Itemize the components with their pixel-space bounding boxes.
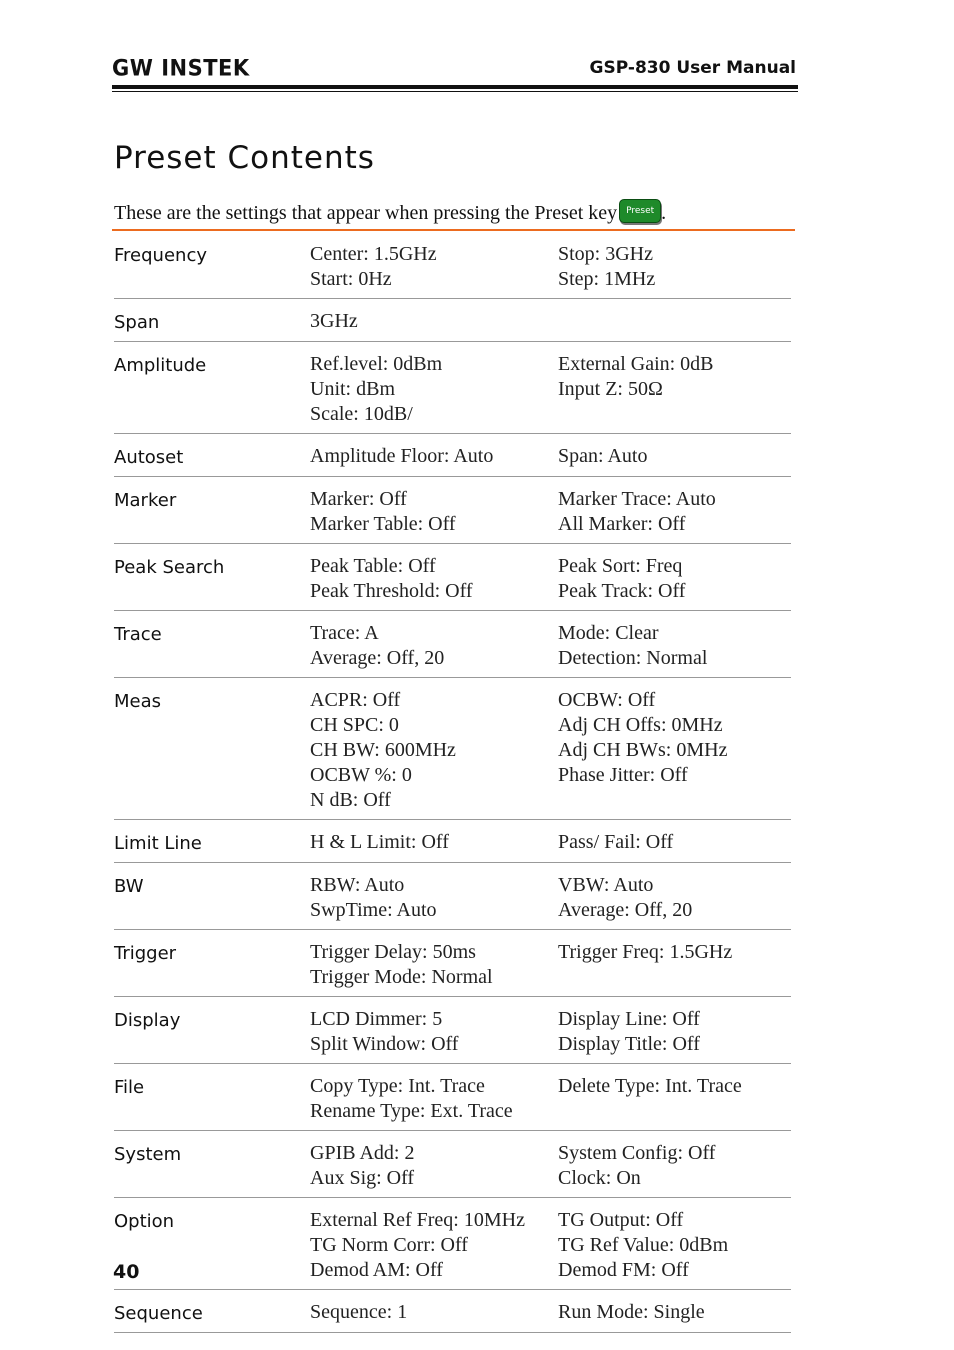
setting-value: 3GHz [310,310,358,332]
setting-value: Demod FM: Off [558,1259,689,1281]
row-category: Span [114,299,310,342]
setting-value: Amplitude Floor: Auto [310,445,494,467]
row-col2-cell [558,544,791,611]
setting-value: Clock: On [558,1167,641,1189]
table-row [114,820,791,863]
setting-value: Marker: Off [310,488,407,510]
row-col2-cell [558,477,791,544]
preset-table-body [114,232,791,1333]
row-category: Peak Search [114,544,310,611]
setting-value: Split Window: Off [310,1033,459,1055]
table-row [114,232,791,299]
setting-value: Adj CH BWs: 0MHz [558,739,728,761]
row-col2-cell [558,611,791,678]
setting-value: N dB: Off [310,789,391,811]
table-row [114,1131,791,1198]
row-col1-cell [310,863,558,930]
setting-value: Marker Table: Off [310,513,456,535]
table-row [114,477,791,544]
intro-period: . [661,202,667,224]
intro-paragraph [114,199,666,225]
row-col1-cell [310,544,558,611]
row-category: Trigger [114,930,310,997]
setting-value: Pass/ Fail: Off [558,831,674,853]
row-category: Marker [114,477,310,544]
setting-value: Input Z: 50Ω [558,378,663,400]
row-col2-cell [558,1064,791,1131]
row-category: Meas [114,678,310,820]
setting-value: Mode: Clear [558,622,659,644]
setting-value: H & L Limit: Off [310,831,449,853]
row-category: File [114,1064,310,1131]
section-title: Preset Contents [114,140,375,176]
row-col1-cell [310,1198,558,1290]
row-category: Autoset [114,434,310,477]
setting-value: Rename Type: Ext. Trace [310,1100,513,1122]
setting-value: Adj CH Offs: 0MHz [558,714,723,736]
row-category: Sequence [114,1290,310,1333]
row-col1-cell [310,678,558,820]
row-col1-cell [310,997,558,1064]
setting-value: External Ref Freq: 10MHz [310,1209,525,1231]
setting-value: Peak Sort: Freq [558,555,683,577]
row-category: Amplitude [114,342,310,434]
setting-value: Scale: 10dB/ [310,403,413,425]
row-col2-cell [558,1198,791,1290]
row-col2-cell [558,820,791,863]
setting-value: Span: Auto [558,445,648,467]
setting-value: OCBW %: 0 [310,764,412,786]
row-col1-cell [310,1064,558,1131]
setting-value: ACPR: Off [310,689,401,711]
header-rule-thin [112,91,798,92]
setting-value: All Marker: Off [558,513,686,535]
setting-value: Trigger Freq: 1.5GHz [558,941,733,963]
row-col2-cell [558,434,791,477]
table-row [114,678,791,820]
row-category: Option [114,1198,310,1290]
row-col2-cell [558,342,791,434]
setting-value: SwpTime: Auto [310,899,437,921]
setting-value: Peak Track: Off [558,580,686,602]
preset-key-icon: Preset [619,199,661,223]
setting-value: External Gain: 0dB [558,353,714,375]
setting-value: Stop: 3GHz [558,243,653,265]
setting-value: Unit: dBm [310,378,396,400]
table-row [114,544,791,611]
row-col1-cell [310,1131,558,1198]
setting-value: Sequence: 1 [310,1301,408,1323]
setting-value: TG Output: Off [558,1209,684,1231]
row-col2-cell [558,1290,791,1333]
table-top-rule [112,229,795,231]
row-category: Frequency [114,232,310,299]
brand-logo: GW INSTEK [112,55,250,81]
setting-value: CH BW: 600MHz [310,739,456,761]
setting-value: System Config: Off [558,1142,716,1164]
row-col2-cell [558,997,791,1064]
setting-value: Step: 1MHz [558,268,656,290]
setting-value: Average: Off, 20 [558,899,693,921]
row-col1-cell [310,232,558,299]
table-row [114,863,791,930]
row-category: Trace [114,611,310,678]
setting-value: Trigger Delay: 50ms [310,941,476,963]
preset-table [114,232,791,1333]
setting-value: Phase Jitter: Off [558,764,688,786]
row-col2-cell [558,1131,791,1198]
row-category: System [114,1131,310,1198]
row-col2-cell [558,930,791,997]
setting-value: Aux Sig: Off [310,1167,415,1189]
setting-value: Trigger Mode: Normal [310,966,493,988]
setting-value: CH SPC: 0 [310,714,399,736]
setting-value: Demod AM: Off [310,1259,443,1281]
row-col2-cell [558,863,791,930]
table-row [114,611,791,678]
table-row [114,930,791,997]
row-col1-cell [310,1290,558,1333]
setting-value: Display Title: Off [558,1033,700,1055]
setting-value: TG Norm Corr: Off [310,1234,468,1256]
setting-value: Display Line: Off [558,1008,700,1030]
setting-value: VBW: Auto [558,874,654,896]
row-col1-cell [310,299,558,342]
row-col1-cell [310,820,558,863]
setting-value: Start: 0Hz [310,268,392,290]
setting-value: Marker Trace: Auto [558,488,716,510]
setting-value: Average: Off, 20 [310,647,445,669]
intro-text: These are the settings that appear when pressing the Preset key [114,202,618,224]
setting-value: Detection: Normal [558,647,708,669]
table-row [114,1290,791,1333]
setting-value: OCBW: Off [558,689,656,711]
setting-value: Peak Table: Off [310,555,436,577]
table-row [114,434,791,477]
row-col2-cell [558,232,791,299]
row-col1-cell [310,930,558,997]
setting-value: Trace: A [310,622,379,644]
table-row [114,997,791,1064]
setting-value: LCD Dimmer: 5 [310,1008,443,1030]
setting-value: Center: 1.5GHz [310,243,437,265]
setting-value: Peak Threshold: Off [310,580,473,602]
manual-title: GSP-830 User Manual [589,58,796,78]
setting-value: TG Ref Value: 0dBm [558,1234,729,1256]
setting-value: Copy Type: Int. Trace [310,1075,485,1097]
row-category: BW [114,863,310,930]
setting-value: Run Mode: Single [558,1301,705,1323]
row-col2-cell [558,299,791,342]
row-col2-cell [558,678,791,820]
row-col1-cell [310,434,558,477]
page-number: 40 [113,1261,140,1283]
setting-value: RBW: Auto [310,874,405,896]
table-row [114,342,791,434]
setting-value: Ref.level: 0dBm [310,353,443,375]
row-col1-cell [310,611,558,678]
row-category: Limit Line [114,820,310,863]
table-row [114,1064,791,1131]
setting-value: GPIB Add: 2 [310,1142,415,1164]
row-col1-cell [310,477,558,544]
header-rule [112,85,798,89]
row-col1-cell [310,342,558,434]
table-row [114,1198,791,1290]
row-category: Display [114,997,310,1064]
setting-value: Delete Type: Int. Trace [558,1075,742,1097]
table-row [114,299,791,342]
